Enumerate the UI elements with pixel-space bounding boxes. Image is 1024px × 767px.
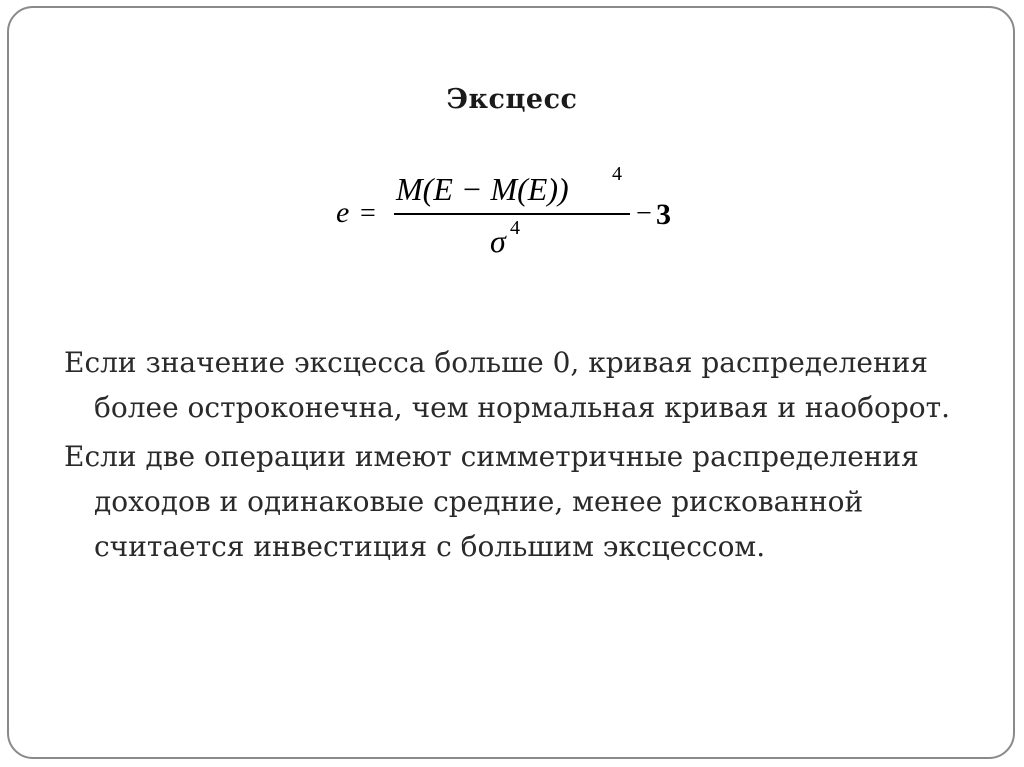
slide-title: Эксцесс [446,84,578,115]
formula-numerator-power: 4 [612,163,622,185]
kurtosis-formula [330,160,710,260]
formula-constant: 3 [656,198,671,231]
paragraph-kurtosis-positive: Если значение эксцесса больше 0, кривая распределения более остроконечна, чем нормальная кривая и наоборот. [64,346,951,424]
formula-lhs: e [336,196,350,229]
slide-body [64,340,984,573]
paragraph-risk-comparison: Если две операции имеют симметричные распределения доходов и одинаковые средние, менее рискованной считается инвестиция с большим эксцессом. [64,440,919,563]
formula-minus: − [636,198,652,229]
formula-denominator-power: 4 [510,217,520,239]
formula-equals: = [360,198,376,229]
formula-numerator: M(E − M(E)) [396,171,569,207]
formula-denominator: σ [490,223,506,259]
